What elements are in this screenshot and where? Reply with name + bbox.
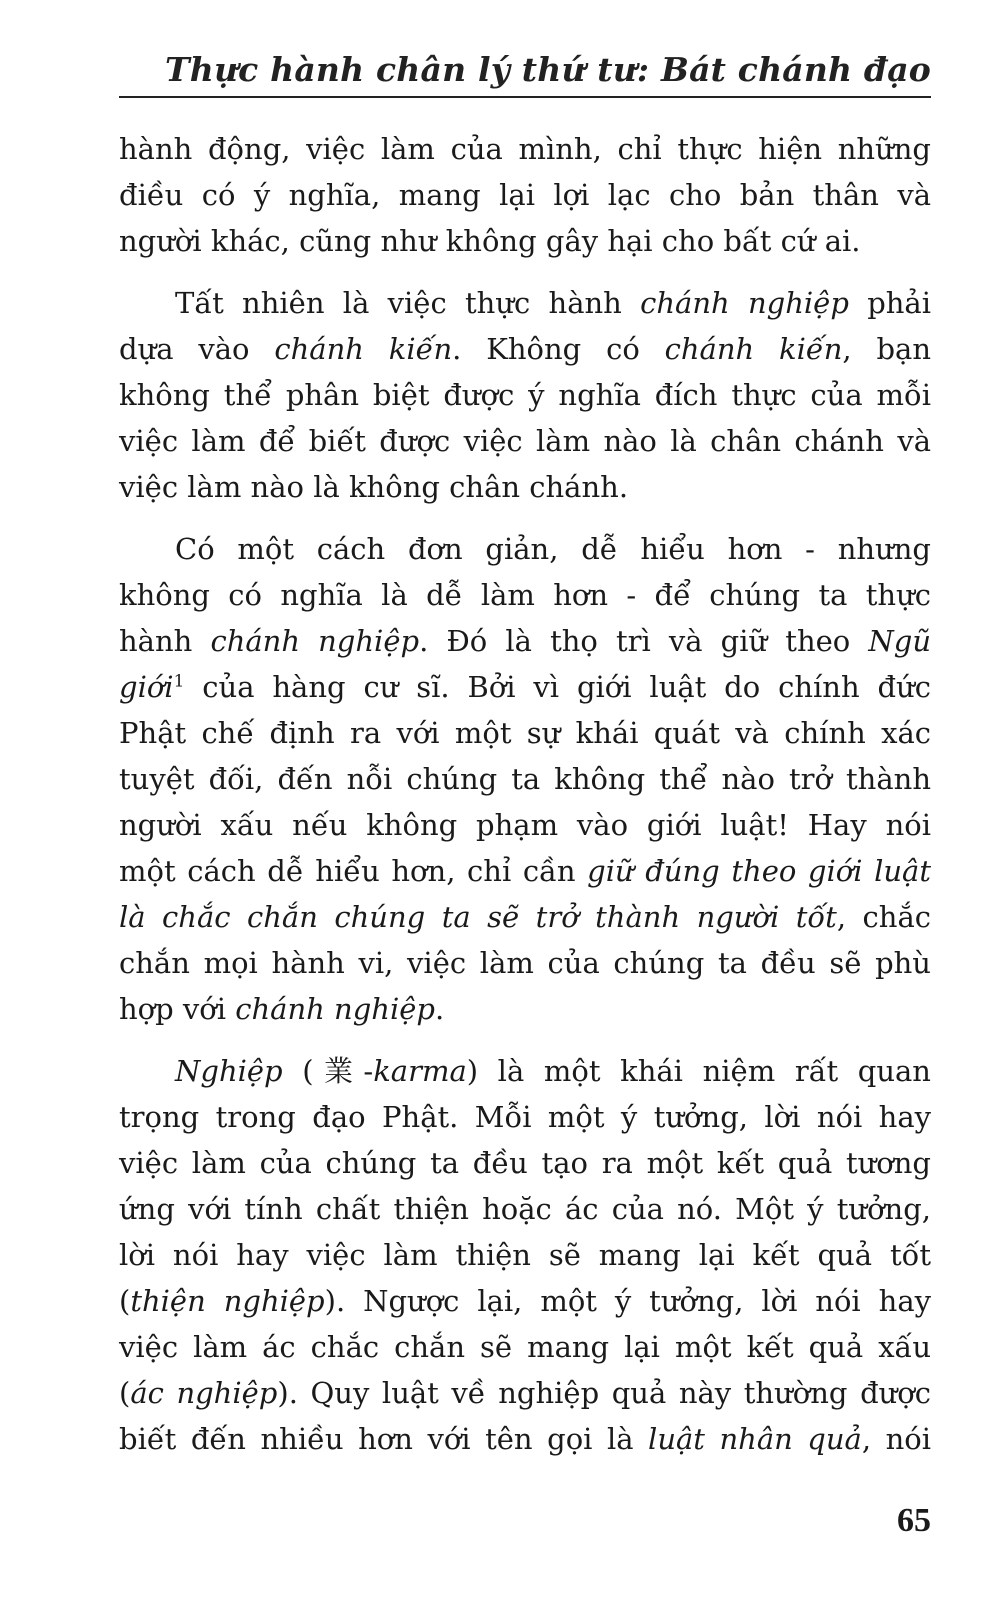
text-line: (thiện nghiệp). Ngược lại, một ý tưởng, lời nói hay xyxy=(119,1284,931,1318)
paragraph-4 xyxy=(119,1048,931,1462)
text-line: là chắc chắn chúng ta sẽ trở thành người tốt, chắc xyxy=(119,900,931,934)
text-line: việc làm của chúng ta đều tạo ra một kết quả tương xyxy=(119,1146,931,1180)
text-line: chắn mọi hành vi, việc làm của chúng ta đều sẽ phù xyxy=(119,946,931,980)
paragraph-3 xyxy=(119,526,931,1032)
text-line: việc làm ác chắc chắn sẽ mang lại một kết quả xấu xyxy=(119,1330,931,1364)
text-line: người khác, cũng như không gây hại cho bất cứ ai. xyxy=(119,224,861,258)
text-line: Phật chế định ra với một sự khái quát và chính xác xyxy=(119,716,931,750)
footnote-marker: 1 xyxy=(173,671,185,692)
text-line: Tất nhiên là việc thực hành chánh nghiệp phải xyxy=(175,286,931,320)
text-line: Có một cách đơn giản, dễ hiểu hơn - nhưng xyxy=(175,532,931,566)
text-line: một cách dễ hiểu hơn, chỉ cần giữ đúng theo giới luật xyxy=(119,854,932,888)
text-line: Nghiệp (業-karma) là một khái niệm rất quan xyxy=(175,1054,931,1088)
text-line: hành chánh nghiệp. Đó là thọ trì và giữ theo Ngũ xyxy=(119,624,932,658)
text-line: người xấu nếu không phạm vào giới luật! Hay nói xyxy=(119,808,931,842)
text-line: dựa vào chánh kiến. Không có chánh kiến, bạn xyxy=(119,332,932,366)
text-line: hành động, việc làm của mình, chỉ thực hiện những xyxy=(119,132,931,166)
text-line: việc làm nào là không chân chánh. xyxy=(119,470,629,504)
text-line: không thể phân biệt được ý nghĩa đích thực của mỗi xyxy=(119,378,931,412)
text-line: hợp với chánh nghiệp. xyxy=(119,992,445,1026)
body-text xyxy=(119,126,931,1478)
text-line: ứng với tính chất thiện hoặc ác của nó. Một ý tưởng, xyxy=(119,1192,931,1226)
text-line: tuyệt đối, đến nỗi chúng ta không thể nào trở thành xyxy=(119,762,931,796)
text-line: điều có ý nghĩa, mang lại lợi lạc cho bản thân và xyxy=(119,178,931,212)
paragraph-1 xyxy=(119,126,931,264)
paragraph-2 xyxy=(119,280,931,510)
page-number: 65 xyxy=(897,1502,931,1539)
text-line: trọng trong đạo Phật. Mỗi một ý tưởng, lời nói hay xyxy=(119,1100,931,1134)
running-header xyxy=(119,46,931,98)
text-line: việc làm để biết được việc làm nào là chân chánh và xyxy=(119,424,931,458)
text-line: không có nghĩa là dễ làm hơn - để chúng ta thực xyxy=(119,578,931,612)
text-line: giới$^1$ của hàng cư sĩ. Bởi vì giới luật do chính đức xyxy=(119,670,931,704)
chapter-title: Thực hành chân lý thứ tư: Bát chánh đạo xyxy=(165,50,931,89)
text-line: (ác nghiệp). Quy luật về nghiệp quả này thường được xyxy=(119,1376,932,1410)
text-line: biết đến nhiều hơn với tên gọi là luật nhân quả, nói xyxy=(119,1422,931,1456)
text-line: lời nói hay việc làm thiện sẽ mang lại kết quả tốt xyxy=(119,1238,931,1272)
